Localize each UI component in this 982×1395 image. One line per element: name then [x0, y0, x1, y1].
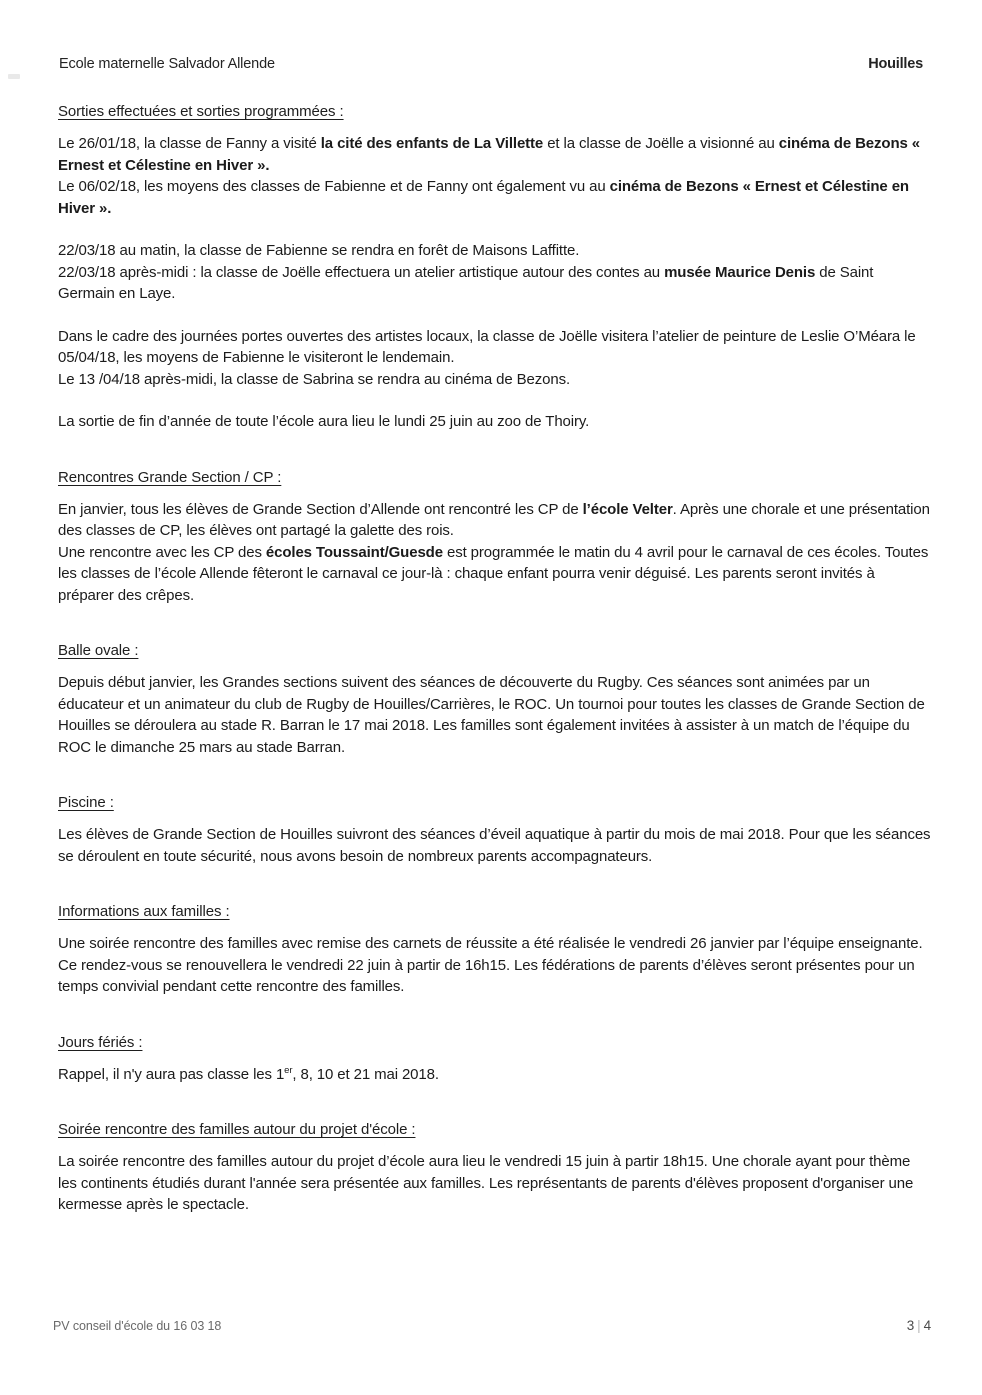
paragraph	[58, 133, 932, 219]
section	[58, 103, 932, 433]
section	[58, 794, 932, 867]
section	[58, 1121, 932, 1216]
section-heading: Balle ovale :	[58, 642, 139, 659]
emphasis-text: écoles Toussaint/Guesde	[265, 543, 443, 561]
section	[58, 1034, 932, 1086]
section-spacer	[58, 998, 932, 1034]
body-text: 22/03/18 après-midi : la classe de Joëlle effectuera un atelier artistique autour des contes au	[58, 263, 665, 281]
paragraph	[58, 933, 932, 998]
page-number-separator: |	[917, 1318, 921, 1333]
footer-document-reference: PV conseil d'école du 16 03 18	[53, 1319, 222, 1333]
body-text: Une soirée rencontre des familles avec remise des carnets de réussite a été réalisée le vendredi 26 janvier par l’équipe enseignante.	[58, 935, 923, 952]
header-city: Houilles	[868, 56, 923, 72]
section-heading: Piscine :	[58, 794, 114, 811]
section-spacer	[58, 1085, 932, 1121]
body-text: . Après une chorale et une présentation des classes de CP, les élèves ont partagé la galette des rois.	[58, 500, 930, 539]
body-text: Dans le cadre des journées portes ouvertes des artistes locaux, la classe de Joëlle visitera l’atelier de peinture de Leslie O’Méara le 05/04/18, les moyens de Fabienne le visiteront le lendemain.	[58, 327, 916, 366]
body-text: Le 06/02/18, les moyens des classes de Fabienne et de Fanny ont également vu au	[58, 178, 610, 195]
page-number-total: 4	[923, 1318, 931, 1333]
header-school-name: Ecole maternelle Salvador Allende	[59, 56, 275, 72]
body-text: La soirée rencontre des familles autour du projet d’école aura lieu le vendredi 15 juin à partir 18h15. Une chorale ayant pour thème les continents étudiés durant l'année sera présentée aux familles. Les représentants de parents d'élèves proposent d'organiser une kermesse après le spectacle.	[58, 1153, 914, 1213]
section	[58, 642, 932, 758]
paragraph	[58, 672, 932, 758]
section-spacer	[58, 758, 932, 794]
body-text: Depuis début janvier, les Grandes sections suivent des séances de découverte du Rugby. Ces séances sont animées par un éducateur et un animateur du club de Rugby de Houilles/Carrières, le ROC. Un tournoi pour toutes les classes de Grande Section de Houilles se déroulera au stade R. Barran le 17 mai 2018. Les familles sont également invitées à assister à un match de l’équipe du ROC le dimanche 25 mars au stade Barran.	[58, 674, 925, 756]
section	[58, 903, 932, 998]
paragraph	[58, 499, 932, 607]
emphasis-text: l’école Velter	[582, 500, 673, 518]
section-spacer	[58, 606, 932, 642]
emphasis-text: musée Maurice Denis	[664, 263, 816, 281]
page-number	[907, 1318, 931, 1333]
body-text: Une rencontre avec les CP des	[58, 543, 266, 561]
superscript-text: er	[284, 1064, 293, 1076]
emphasis-text: la cité des enfants de La Villette	[320, 135, 544, 152]
body-text: En janvier, tous les élèves de Grande Section d’Allende ont rencontré les CP de	[58, 500, 583, 518]
body-text: et la classe de Joëlle a visionné au	[543, 135, 779, 152]
emphasis-text: cinéma de Bezons « Ernest et Célestine en Hiver ».	[58, 135, 920, 174]
body-text: est programmée le matin du 4 avril pour le carnaval de ces écoles. Toutes les classes de l’école Allende fêteront le carnaval ce jour-là : chaque enfant pourra venir déguisé. Les parents seront invités à préparer des crêpes.	[58, 543, 929, 604]
body-text: Le 13 /04/18 après-midi, la classe de Sabrina se rendra au cinéma de Bezons.	[58, 370, 571, 388]
paragraph	[58, 240, 932, 305]
section-heading: Informations aux familles :	[58, 903, 230, 920]
document-body	[58, 103, 932, 1216]
page-footer	[53, 1318, 931, 1333]
paragraph	[58, 326, 932, 391]
body-text: Ce rendez-vous se renouvellera le vendredi 22 juin à partir de 16h15. Les fédérations de parents d’élèves seront présentes pour un temps convivial pendant cette rencontre des familles.	[58, 956, 915, 995]
page-header	[59, 56, 923, 72]
section-spacer	[58, 867, 932, 903]
body-text: de Saint Germain en Laye.	[58, 263, 874, 302]
paragraph	[58, 1151, 932, 1216]
section-heading: Sorties effectuées et sorties programmées :	[58, 103, 344, 120]
section-heading: Soirée rencontre des familles autour du projet d'école :	[58, 1121, 416, 1138]
section-heading: Jours fériés :	[58, 1033, 143, 1051]
paragraph	[58, 824, 932, 867]
scan-artifact	[8, 74, 20, 79]
paragraph	[58, 1064, 932, 1086]
paragraph	[58, 411, 932, 433]
body-text: Rappel, il n'y aura pas classe les 1	[58, 1065, 285, 1083]
section	[58, 469, 932, 607]
page-number-current: 3	[906, 1318, 915, 1333]
body-text: 22/03/18 au matin, la classe de Fabienne se rendra en forêt de Maisons Laffitte.	[58, 242, 580, 259]
emphasis-text: cinéma de Bezons « Ernest et Célestine en Hiver ».	[58, 178, 909, 217]
section-heading: Rencontres Grande Section / CP :	[58, 468, 282, 486]
body-text: Les élèves de Grande Section de Houilles suivront des séances d’éveil aquatique à partir du mois de mai 2018. Pour que les séances se déroulent en toute sécurité, nous avons besoin de nombreux parents accompagnateurs.	[58, 826, 931, 865]
body-text: La sortie de fin d’année de toute l’école aura lieu le lundi 25 juin au zoo de Thoiry.	[58, 413, 590, 430]
body-text: Le 26/01/18, la classe de Fanny a visité	[58, 135, 321, 152]
section-spacer	[58, 433, 932, 469]
body-text: , 8, 10 et 21 mai 2018.	[292, 1065, 439, 1083]
